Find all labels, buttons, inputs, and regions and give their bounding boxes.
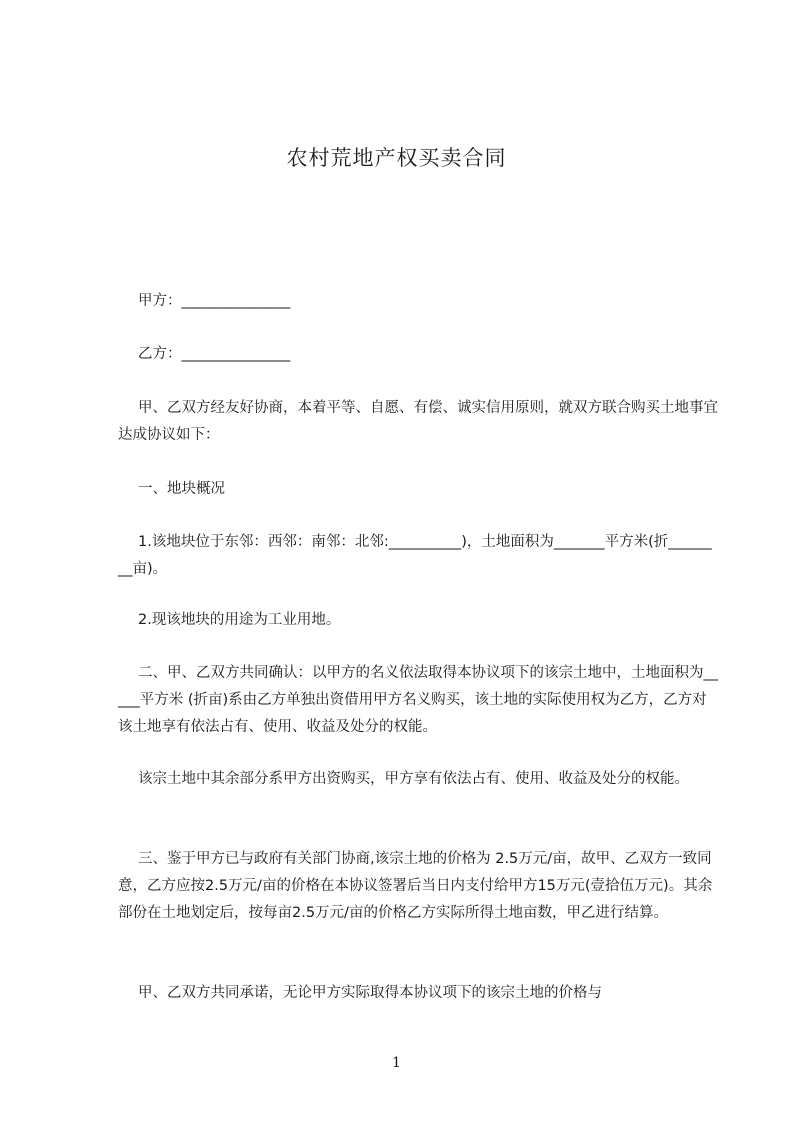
section-1-heading-text: 一、地块概况 xyxy=(138,481,225,497)
page-number: 1 xyxy=(392,1055,401,1071)
section-2-cont-text: 该宗土地中其余部分系甲方出资购买，甲方享有依法占有、使用、收益及处分的权能。 xyxy=(138,771,689,787)
section-3-paragraph xyxy=(118,846,718,927)
section-1-heading xyxy=(118,476,718,503)
clause-1-2 xyxy=(118,607,718,634)
party-a-line xyxy=(118,288,718,315)
party-b-line xyxy=(118,341,718,368)
section-2-text: 二、甲、乙双方共同确认：以甲方的名义依法取得本协议项下的该宗土地中，土地面积为_____平方米 (折亩)系由乙方单独出资借用甲方名义购买，该土地的实际使用权为乙方，乙方对该土地享有依法占有、使用、收益及处分的权能。 xyxy=(118,665,718,735)
intro-text: 甲、乙双方经友好协商，本着平等、自愿、有偿、诚实信用原则，就双方联合购买土地事宜达成协议如下： xyxy=(118,400,718,443)
section-2-paragraph xyxy=(118,660,718,741)
section-2-continuation xyxy=(118,766,718,793)
document-title: 农村荒地产权买卖合同 xyxy=(286,146,507,170)
clause-1-1-text: 1.该地块位于东邻：西邻：南邻：北邻:__________)，土地面积为_______平方米(折________亩)。 xyxy=(118,534,712,577)
section-3-text: 三、鉴于甲方已与政府有关部门协商,该宗土地的价格为 2.5万元/亩，故甲、乙双方一致同意，乙方应按2.5万元/亩的价格在本协议签署后当日内支付给甲方15万元(壹拾伍万元)。其余部份在土地划定后，按每亩2.5万元/亩的价格乙方实际所得土地亩数，甲乙进行结算。 xyxy=(118,851,713,921)
intro-paragraph xyxy=(118,395,718,449)
section-3-cont-text: 甲、乙双方共同承诺，无论甲方实际取得本协议项下的该宗土地的价格与 xyxy=(138,985,602,1001)
section-3-continuation xyxy=(118,980,718,1007)
clause-1-2-text: 2.现该地块的用途为工业用地。 xyxy=(138,612,341,628)
party-b-text: 乙方：_______________ xyxy=(138,346,291,362)
clause-1-1 xyxy=(118,529,718,583)
party-a-text: 甲方：_______________ xyxy=(138,293,291,309)
